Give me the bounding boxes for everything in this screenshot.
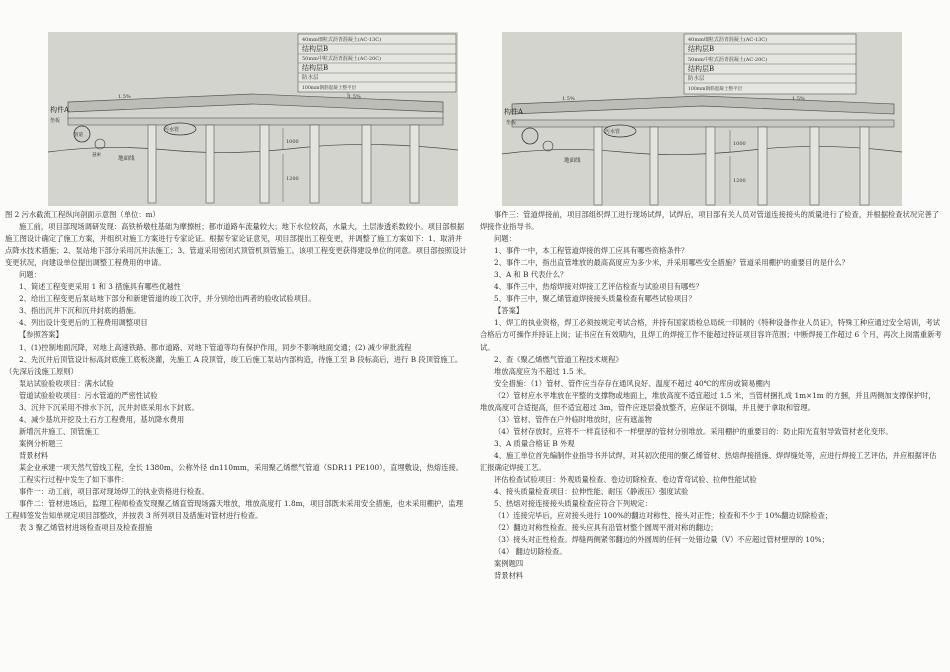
left-text-body — [5, 209, 468, 534]
slope-left-label: 1.5% — [562, 96, 575, 102]
layer3-label: 50mm中粒式沥青混凝土(AC-20C) — [302, 56, 382, 62]
layer3-label: 50mm中粒式沥青混凝土(AC-20C) — [688, 57, 768, 63]
sewer-label: 污水管 — [164, 127, 180, 133]
answer: 泵站试验验收项目：满水试验 — [19, 378, 114, 388]
ground-label: 地面线 — [118, 156, 135, 162]
figure-caption: 图 2 污水截流工程纵向剖面示意图（单位：m） — [5, 210, 160, 219]
answer: （2）管材应水平堆放在平整的支撑物或地面上，堆放高度不适宜超过 1.5 米，当管材捆扎成 1m×1m 的方捆，并且两侧加支撑保护时，堆放高度可合适提高，但不适宜超过 3m，管件应逐层叠放整齐，应保证不倒塌，并且便于拿取和管理。 — [480, 390, 936, 412]
layer6-label: 100mm钢筋混凝土整平层 — [302, 86, 357, 91]
section-heading: 背景材料 — [19, 450, 49, 460]
answer: 新增沉井施工、顶管施工 — [19, 426, 100, 436]
layer5-label: 防水层 — [302, 75, 319, 81]
question: 3、A 和 B 代表什么？ — [494, 270, 568, 280]
section-diagram — [502, 32, 902, 206]
answer: 堆放高度应为不超过 1.5 米。 — [494, 366, 591, 376]
paragraph: 施工前，项目部现场调研发现：高铁桥墩柱基础为摩擦桩；都市道路车流量较大；地下水位较高，水量大，土层渗透系数较小。项目部根据施工图设计确定了施工方案，并组织对施工方案进行专家论证。根据专家论证意见，项目部提出工程变更，并调整了施工方案如下：1、取消井点降水技术措施；2、泵站地下部分采用沉井法施工；3、管道采用密闭式顶管机顶管施工。该项工程变更获得建设单位的同意。项目部按照设计变更状况，向建设单位提出调整工程费用的申请。 — [5, 222, 467, 268]
answer: 1、(1)控制地面沉降，对地上高速铁路、都市道路、对地下管道等均有保护作用，同步不影响地面交通；(2) 减少审批流程 — [19, 342, 412, 352]
section-diagram-photo — [48, 32, 458, 206]
answer-heading: 【答案】 — [494, 306, 524, 316]
event: 事件三：管道焊接前，项目部组织焊工进行现场试焊，试焊后，项目部有关人员对管道连接接头的质量进行了检查，并根据检查状况完善了焊接作业指导书。 — [480, 210, 940, 232]
question: 2、给出工程变更后泵站地下部分和新建管道的竣工次序，并分别给出两者的验收试验项目。 — [19, 294, 316, 304]
answer: 3、A 质量合格证 B 外观 — [494, 438, 575, 448]
answer: 安全措施：（1）管材、管件应当存存在通风良好、温度不超过 40℃的库房或简易棚内 — [494, 378, 771, 388]
answer: （2）翻边对称性检查。接头应具有沿管材整个圆周平滑对称的翻边； — [494, 523, 718, 533]
answer: （3）管材、管件在户外临时堆放时，应有遮盖物 — [494, 414, 652, 424]
dim-1200-label: 1200 — [286, 176, 299, 182]
right-text-body — [480, 209, 942, 582]
component-a-label: 构件A — [50, 106, 70, 114]
section-heading: 背景材料 — [494, 571, 524, 581]
layer5-label: 防水层 — [688, 76, 705, 82]
pipe-label: 管道 — [74, 133, 83, 138]
question: 4、事件三中，热熔焊接对焊接工艺评估检查与试验项目有哪些？ — [494, 282, 703, 292]
plate-label: 垫板 — [50, 118, 61, 124]
slope-left-label: 1.5% — [118, 94, 131, 100]
paragraph: 某企业承建一项天然气管线工程，全长 1380m，公称外径 dn110mm，采用聚乙烯燃气管道（SDR11 PE100），直埋敷设，热熔连接。 — [19, 462, 464, 472]
layer1-label: 40mm细粒式沥青混凝土(AC-13C) — [302, 37, 382, 43]
answer: 4、施工单位首先编制作业指导书并试焊，对其初次使用的聚乙烯管材、热熔焊接措施、焊焊缝处等，应进行焊接工艺评估，并应根据评估汇报确定焊接工艺。 — [480, 450, 937, 472]
dim-1200-label: 1200 — [733, 178, 746, 184]
answer: 1、焊工的执业资格，焊工必须按规定考试合格，并持有国家质检总局统一印制的《特种设备作业人员证》，特殊工种应通过安全培训，考试合格后方可操作并持证上岗；证书应在有效期内，且焊工的焊接工作不能超过持证项目容许范围；中断焊接工作超过 6 个月，再次上岗需重新考试。 — [480, 318, 942, 352]
questions-heading: 问题： — [19, 270, 41, 280]
question: 1、简述工程变更采用 1 和 3 措施具有哪些优越性 — [19, 282, 181, 292]
answer: （3）接头对正性检查。焊缝两侧紧邻翻边的外圆周的任何一处错边量（V）不应超过管材壁厚的 10%； — [494, 535, 829, 545]
slope-right-label: 1.5% — [792, 96, 805, 102]
answer: 管道试验验收项目：污水管道的严密性试验 — [19, 390, 158, 400]
answer: （4）管材存放时，应将不一样直径和不一样壁厚的管材分别堆放。采用棚护的重要目的：防止阳光直射导致管材老化变形。 — [494, 426, 893, 436]
event: 事件二：管材进场后，监理工程师检查发现聚乙烯直管现场露天堆放，堆放高度打 1.8m，项目部既未采用安全措施，也未采用棚护，监理工程师签发告知单规定项目部整改，并按表 3 所列项目及措施对管材进行检查。 — [5, 499, 464, 521]
questions-heading: 问题： — [494, 234, 516, 244]
layer6-label: 100mm钢筋混凝土整平层 — [688, 87, 743, 92]
component-a-label: 构件A — [504, 108, 524, 116]
layer2-label: 结构层B — [688, 45, 715, 53]
layer1-label: 40mm细粒式沥青混凝土(AC-13C) — [688, 37, 768, 43]
sewer-label: 污水管 — [605, 129, 621, 135]
answer: 2、查《聚乙烯燃气管道工程技术规程》 — [494, 354, 623, 364]
slope-right-label: 1.5% — [348, 94, 361, 100]
question: 1、事件一中，本工程管道焊接的焊工应具有哪些资格条件？ — [494, 246, 689, 256]
answer-heading: 【参照答案】 — [19, 330, 63, 340]
question: 2、事件二中，指出直管堆放的最高高度应为多少米，并采用哪些安全措施？管道采用棚护的重要目的是什么？ — [494, 258, 849, 268]
section-diagram-photo — [502, 32, 902, 206]
section-diagram — [48, 32, 458, 206]
answer: （4） 翻边切除检查。 — [494, 547, 567, 557]
answer: 2、先沉井后顶管设计标高封底施工底板浇灌，先施工 A 段顶管，竣工后施工泵站内部构造，待施工至 B 段标高后，进行 B 段顶管施工。（先深后浅施工原则） — [5, 354, 463, 376]
event: 事件一：动工前，项目部对现场焊工的执业资格进行检查。 — [19, 487, 209, 497]
layer4-label: 结构层B — [688, 65, 715, 73]
answer: 3、沉井下沉采用不排水下沉，沉井封底采用水下封底。 — [19, 402, 199, 412]
ground-label: 地面线 — [564, 158, 581, 164]
answer: 4、接头质量检查项目：拉伸性能、耐压（静液压）强度试验 — [494, 487, 689, 497]
case-heading: 案例分析题三 — [19, 438, 63, 448]
dim-1000-label: 1000 — [733, 141, 746, 147]
answer: （1）连接完毕后，应对接头进行 100%的翻边对称性、接头对正性；检查和不少于 10%翻边切除检查； — [494, 511, 833, 521]
table-caption: 表 3 聚乙烯管材进场检查项目及检查措施 — [19, 523, 153, 533]
case-heading: 案例题四 — [494, 559, 524, 569]
question: 3、指出沉井下沉和沉井封底的措施。 — [19, 306, 141, 316]
layer4-label: 结构层B — [302, 64, 329, 72]
layer2-label: 结构层B — [302, 45, 329, 53]
pile-label: 悬索 — [92, 153, 101, 158]
paragraph: 工程实行过程中发生了如下事件： — [19, 475, 129, 485]
answer: 5、热熔对接连接接头质量检查应符合下列规定： — [494, 499, 652, 509]
answer: 4、减少基坑开挖及土石方工程费用，基坑降水费用 — [19, 414, 185, 424]
answer: 评估检查试验项目：外观质量检查、卷边切除检查、卷边背弯试验、拉伸性能试验 — [494, 475, 757, 485]
dim-1000-label: 1000 — [286, 139, 299, 145]
question: 4、列出设计变更后的工程费用调整项目 — [19, 318, 148, 328]
plate-label: 垫板 — [506, 120, 517, 126]
question: 5、事件三中，聚乙烯管道焊接接头质量检查有哪些试验项目？ — [494, 294, 696, 304]
